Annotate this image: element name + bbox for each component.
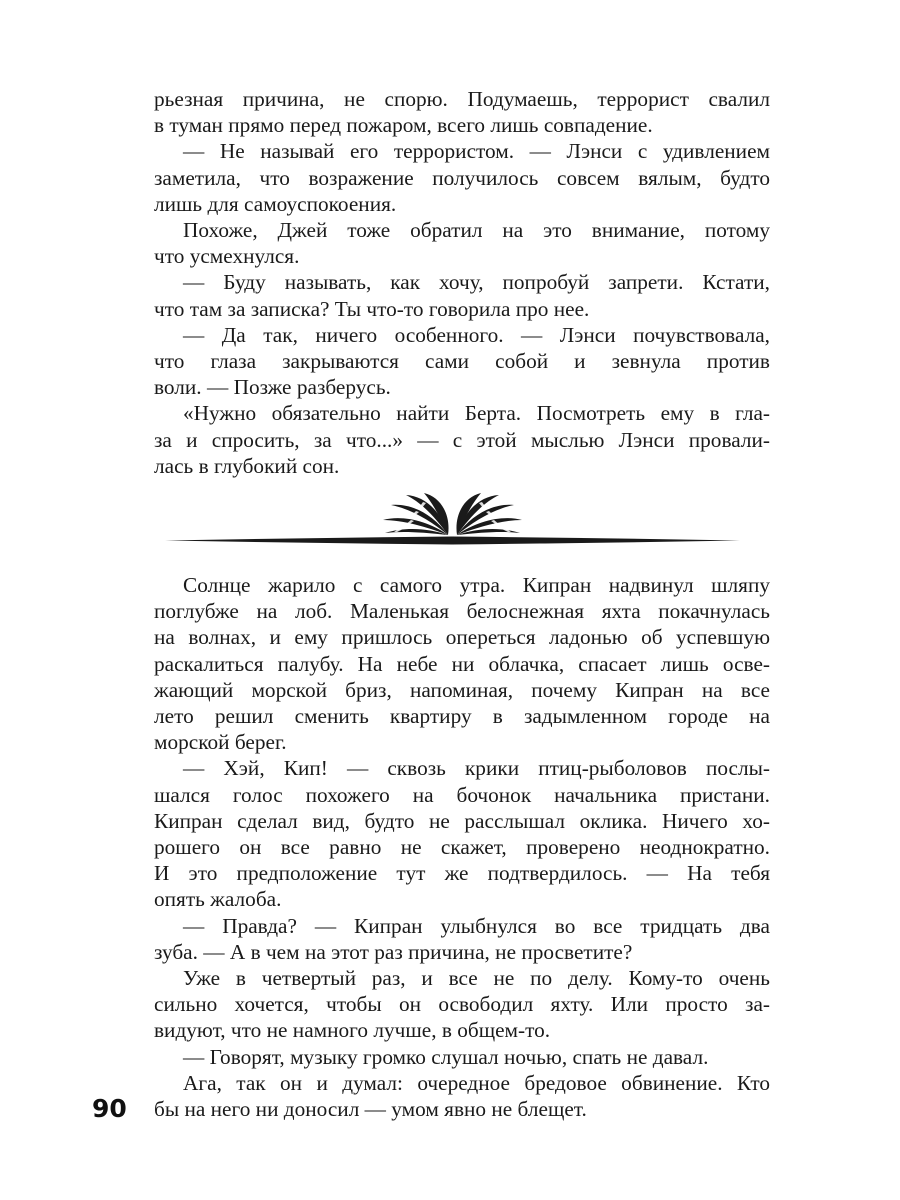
text-line: И это предположение тут же подтвердилось. — На тебя — [154, 861, 770, 886]
page-number: 90 — [92, 1094, 127, 1123]
text-line: поглубже на лоб. Маленькая белоснежная яхта покачнулась — [154, 599, 770, 624]
text-line: морской берег. — [154, 730, 287, 755]
leaf-divider-ornament-icon — [165, 487, 740, 547]
text-line: что там за записка? Ты что-то говорила про нее. — [154, 296, 590, 321]
text-line: — Не называй его террористом. — Лэнси с удивлением — [183, 139, 770, 164]
text-line: — Буду называть, как хочу, попробуй запрети. Кстати, — [183, 270, 770, 295]
text-line: Кипран сделал вид, будто не расслышал оклика. Ничего хо- — [154, 808, 770, 833]
text-line: лишь для самоуспокоения. — [154, 191, 397, 216]
text-line: — Говорят, музыку громко слушал ночью, спать не давал. — [183, 1044, 709, 1069]
text-line: что глаза закрываются сами собой и зевнула против — [154, 349, 770, 374]
text-line: раскалиться палубу. На небе ни облачка, спасает лишь осве- — [154, 651, 770, 676]
text-line: воли. — Позже разберусь. — [154, 375, 391, 400]
text-line: Ага, так он и думал: очередное бредовое обвинение. Кто — [183, 1070, 770, 1095]
text-line: жающий морской бриз, напоминая, почему Кипран на все — [154, 677, 770, 702]
text-block-section-2 — [154, 572, 770, 1122]
text-line: заметила, что возражение получилось совсем вялым, будто — [154, 165, 770, 190]
text-line: Уже в четвертый раз, и все не по делу. Кому-то очень — [183, 966, 770, 991]
text-line: Похоже, Джей тоже обратил на это внимание, потому — [183, 218, 770, 243]
text-line: лась в глубокий сон. — [154, 453, 340, 478]
text-line: рьезная причина, не спорю. Подумаешь, террорист свалил — [154, 87, 770, 111]
text-line: сильно хочется, чтобы он освободил яхту. Или просто за- — [154, 992, 770, 1017]
text-line: в туман прямо перед пожаром, всего лишь совпадение. — [154, 113, 653, 138]
text-line: бы на него ни доносил — умом явно не блещет. — [154, 1097, 587, 1122]
text-block-section-1 — [154, 86, 770, 479]
text-line: опять жалоба. — [154, 887, 282, 912]
text-line: зуба. — А в чем на этот раз причина, не просветите? — [154, 939, 633, 964]
text-line: что усмехнулся. — [154, 244, 300, 269]
text-line: лето решил сменить квартиру в задымленном городе на — [154, 704, 770, 729]
text-line: шался голос похожего на бочонок начальника пристани. — [154, 782, 770, 807]
text-line: рошего он все равно не скажет, проверено неоднократно. — [154, 835, 770, 860]
text-line: — Да так, ничего особенного. — Лэнси почувствовала, — [183, 322, 770, 347]
text-line: видуют, что не намного лучше, в общем-то. — [154, 1018, 551, 1043]
text-line: — Правда? — Кипран улыбнулся во все тридцать два — [183, 913, 770, 938]
text-line: Солнце жарило с самого утра. Кипран надвинул шляпу — [183, 573, 770, 597]
text-line: за и спросить, за что...» — с этой мыслью Лэнси провали- — [154, 427, 770, 452]
text-line: — Хэй, Кип! — сквозь крики птиц-рыболовов послы- — [183, 756, 770, 781]
text-line: «Нужно обязательно найти Берта. Посмотреть ему в гла- — [183, 401, 770, 426]
text-line: на волнах, и ему пришлось опереться ладонью об успевшую — [154, 625, 770, 650]
